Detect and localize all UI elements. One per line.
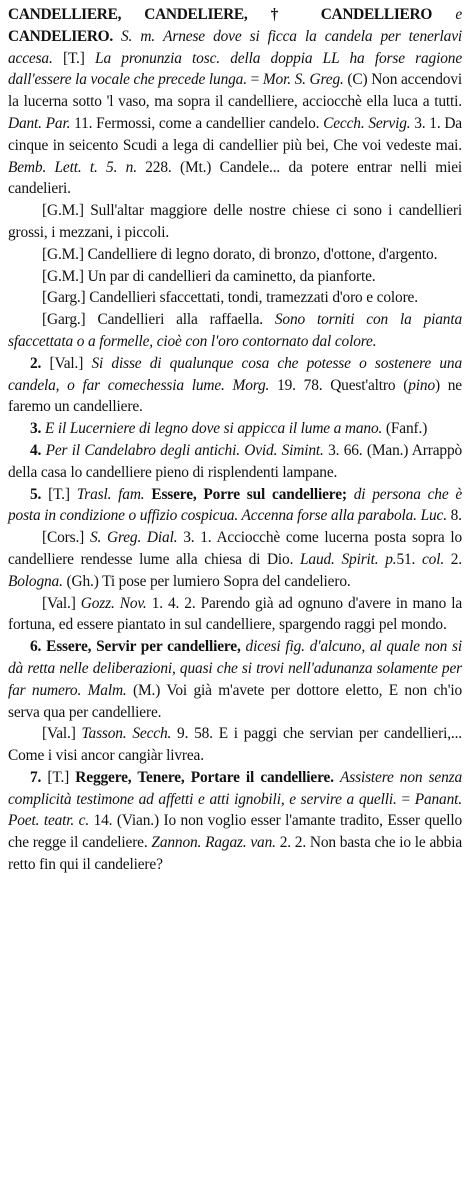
citation-source: Bemb. Lett. t. 5. n. xyxy=(8,158,137,176)
headword: CANDELLIERE, CANDELIERE, † CANDELLIERO xyxy=(8,6,433,23)
sense-3 xyxy=(8,418,462,440)
sense-5 xyxy=(8,484,462,528)
citation-text: Non accendovi la lucerna sotto 'l vaso, ma sopra il candelliere, acciocchè ella luca a tutti. xyxy=(8,71,462,111)
subentry-val-tasson xyxy=(8,723,462,767)
sense-definition: Per il Candelabro degli antichi. xyxy=(45,441,240,459)
sense-number: 3. xyxy=(30,420,42,438)
equals-sign: = xyxy=(250,71,260,89)
source-tag: [Val.] xyxy=(42,594,76,612)
sense-4 xyxy=(8,440,462,484)
definition: Arnese dove si ficca la candela per tenerlavi accesa. xyxy=(8,27,463,67)
citation-text: ) ne faremo un candelliere. xyxy=(8,376,462,416)
citation-abbrev: (Fanf.) xyxy=(385,420,428,438)
phrase: Essere, Servir per candelliere, xyxy=(46,638,241,656)
citation-number: 3. 1. xyxy=(183,529,212,547)
sense-definition: E il Lucerniere di legno dove si appicca il lume a mano. xyxy=(44,420,383,438)
source-tag: [G.M.] xyxy=(42,267,84,285)
source-tag: [T.] xyxy=(48,485,70,503)
usage-label: Trasl. fam. xyxy=(76,485,145,503)
sense-number: 2. xyxy=(30,354,42,372)
sense-definition: di persona che è posta in condizione o uffizio cospicua. Accenna forse alla parabola. Luc. xyxy=(8,485,463,525)
conjunction: e xyxy=(455,6,462,23)
citation-source: col. xyxy=(421,550,445,568)
citation-source: S. Greg. Dial. xyxy=(89,529,178,547)
citation-source: Mor. S. Greg. xyxy=(262,71,344,89)
citation-abbrev: (M.) xyxy=(133,681,161,699)
citation-source: Ovid. Simint. xyxy=(244,441,324,459)
citation-number: 228. xyxy=(145,158,172,176)
sense-number: 7. xyxy=(30,768,42,786)
citation-gloss: pino xyxy=(408,376,435,394)
citation-text: Io non voglio esser l'amante tradito, Esser quello che regge il candeliere. xyxy=(8,812,463,852)
citation-text: 3. 1. Da cinque in seicento Scudi a lega di candellier più bei, Che voi vedeste mai. xyxy=(8,114,462,154)
source-tag: [G.M.] xyxy=(42,202,84,220)
citation-abbrev: (Man.) xyxy=(366,441,409,459)
citation-text: Acciocchè come lucerna posta sopra lo candelliere rendesse lume alla chiesa di Dio. xyxy=(8,529,463,568)
source-tag: [G.M.] xyxy=(42,245,84,263)
citation-text: 11. Fermossi, come a candellier candelo. xyxy=(74,114,320,132)
sense-definition: dicesi fig. d'alcuno, al quale non si dà retta nelle deliberazioni, quasi che si trovi nell'adunanza solamente per far numero. xyxy=(8,638,463,699)
equals-sign: = xyxy=(401,790,410,808)
citation-source: Laud. Spirit. p. xyxy=(300,550,397,568)
citation-abbrev: (Gh.) xyxy=(66,572,99,590)
example-text: Un par di candellieri da caminetto, da pianforte. xyxy=(87,267,376,285)
citation-source: Morg. xyxy=(232,376,270,394)
pronunciation-note: La pronunzia tosc. della doppia LL ha forse ragione dall'essere la vocale che precede lunga. xyxy=(8,49,463,89)
phrase: Reggere, Tenere, Portare il candelliere. xyxy=(75,768,334,786)
citation-number: 3. 66. xyxy=(328,441,363,459)
subentry-gm-3 xyxy=(8,266,462,288)
subentry-garg-2 xyxy=(8,309,462,353)
subentry-gm-1 xyxy=(8,200,462,244)
source-tag: [Val.] xyxy=(42,725,76,743)
sense-6 xyxy=(8,636,462,723)
citation-source: Bologna. xyxy=(8,572,63,590)
sense-number: 6. xyxy=(30,638,42,656)
citation-abbrev: (Vian.) xyxy=(116,812,159,830)
citation-number: 2. xyxy=(450,550,462,568)
sense-definition-number: 8. xyxy=(450,507,462,525)
subentry-gm-2 xyxy=(8,244,462,266)
citation-abbrev: (C) xyxy=(347,71,368,89)
citation-source: Zannon. Ragaz. van. xyxy=(151,834,276,852)
entry-headword-paragraph xyxy=(8,4,462,200)
citation-text: Candele... da potere entrar nelli miei candelieri. xyxy=(8,158,462,198)
citation-abbrev: (Mt.) xyxy=(179,158,212,176)
source-tag: [Garg.] xyxy=(42,311,86,329)
sense-2 xyxy=(8,353,462,418)
part-of-speech: S. m. xyxy=(121,27,156,45)
citation-text: 1. 4. 2. Parendo già ad ognuno d'avere in mano la fortuna, ed essere piantato in sul candelliere, spargendo raggi pel mondo. xyxy=(8,594,463,634)
citation-text: Arrappò della casa lo candelliere pieno di risplendenti lampane. xyxy=(8,441,463,481)
example-text: Candellieri sfaccettati, tondi, tramezzati d'oro e colore. xyxy=(89,289,418,307)
subentry-cors xyxy=(8,527,462,592)
citation-source: Dant. Par. xyxy=(8,114,71,132)
citation-text: Voi già m'avete per dottore eletto, E non ch'io serva qua per candelliere. xyxy=(8,681,462,721)
sense-7 xyxy=(8,767,462,876)
example-text: Candelliere di legno dorato, di bronzo, d'ottone, d'argento. xyxy=(87,245,438,263)
citation-source: Malm. xyxy=(87,681,127,699)
example-text: Sull'altar maggiore delle nostre chiese ci sono i candellieri grossi, i mezzani, i piccoli. xyxy=(8,202,462,241)
headword-variant: CANDELIERO. xyxy=(8,27,113,45)
citation-text: 19. 78. Quest'altro ( xyxy=(277,376,409,394)
subentry-val-gozz xyxy=(8,593,462,637)
citation-number: 14. xyxy=(93,812,113,830)
citation-text: 9. 58. E i paggi che servian per candellieri,... Come i visi ancor cangiàr livrea. xyxy=(8,725,462,765)
example-text: Candellieri alla raffaella. xyxy=(97,311,263,329)
citation-source: Gozz. Nov. xyxy=(80,594,147,612)
sense-number: 5. xyxy=(30,485,42,503)
citation-text: 2. 2. Non basta che io le abbia retto fin qui il candeliere? xyxy=(8,834,463,874)
citation-text: Ti pose per lumiero Sopra del candeliero. xyxy=(102,572,351,590)
sense-number: 4. xyxy=(30,441,42,459)
sense-definition: Si disse di qualunque cosa che potesse o sostenere una candela, o far comechessia lume. xyxy=(8,354,462,394)
source-tag: [Cors.] xyxy=(42,529,85,547)
citation-source: Panant. Poet. teatr. c. xyxy=(8,790,462,830)
source-tag: [Val.] xyxy=(49,354,84,372)
example-gloss: Sono torniti con la pianta sfaccettata o a formelle, cioè con l'oro contornato dal colore. xyxy=(8,311,463,350)
source-tag: [T.] xyxy=(47,768,70,786)
source-tag: [T.] xyxy=(62,49,85,67)
source-tag: [Garg.] xyxy=(42,289,86,307)
citation-source: Tasson. Secch. xyxy=(81,725,172,743)
subentry-garg-1 xyxy=(8,287,462,309)
citation-source: Cecch. Servig. xyxy=(323,114,411,132)
sense-definition: Assistere non senza complicità testimone ad affetti e atti ignobili, e servire a quelli. xyxy=(8,768,463,808)
phrase: Essere, Porre sul candelliere; xyxy=(151,485,347,503)
citation-number: 51. xyxy=(396,550,416,568)
